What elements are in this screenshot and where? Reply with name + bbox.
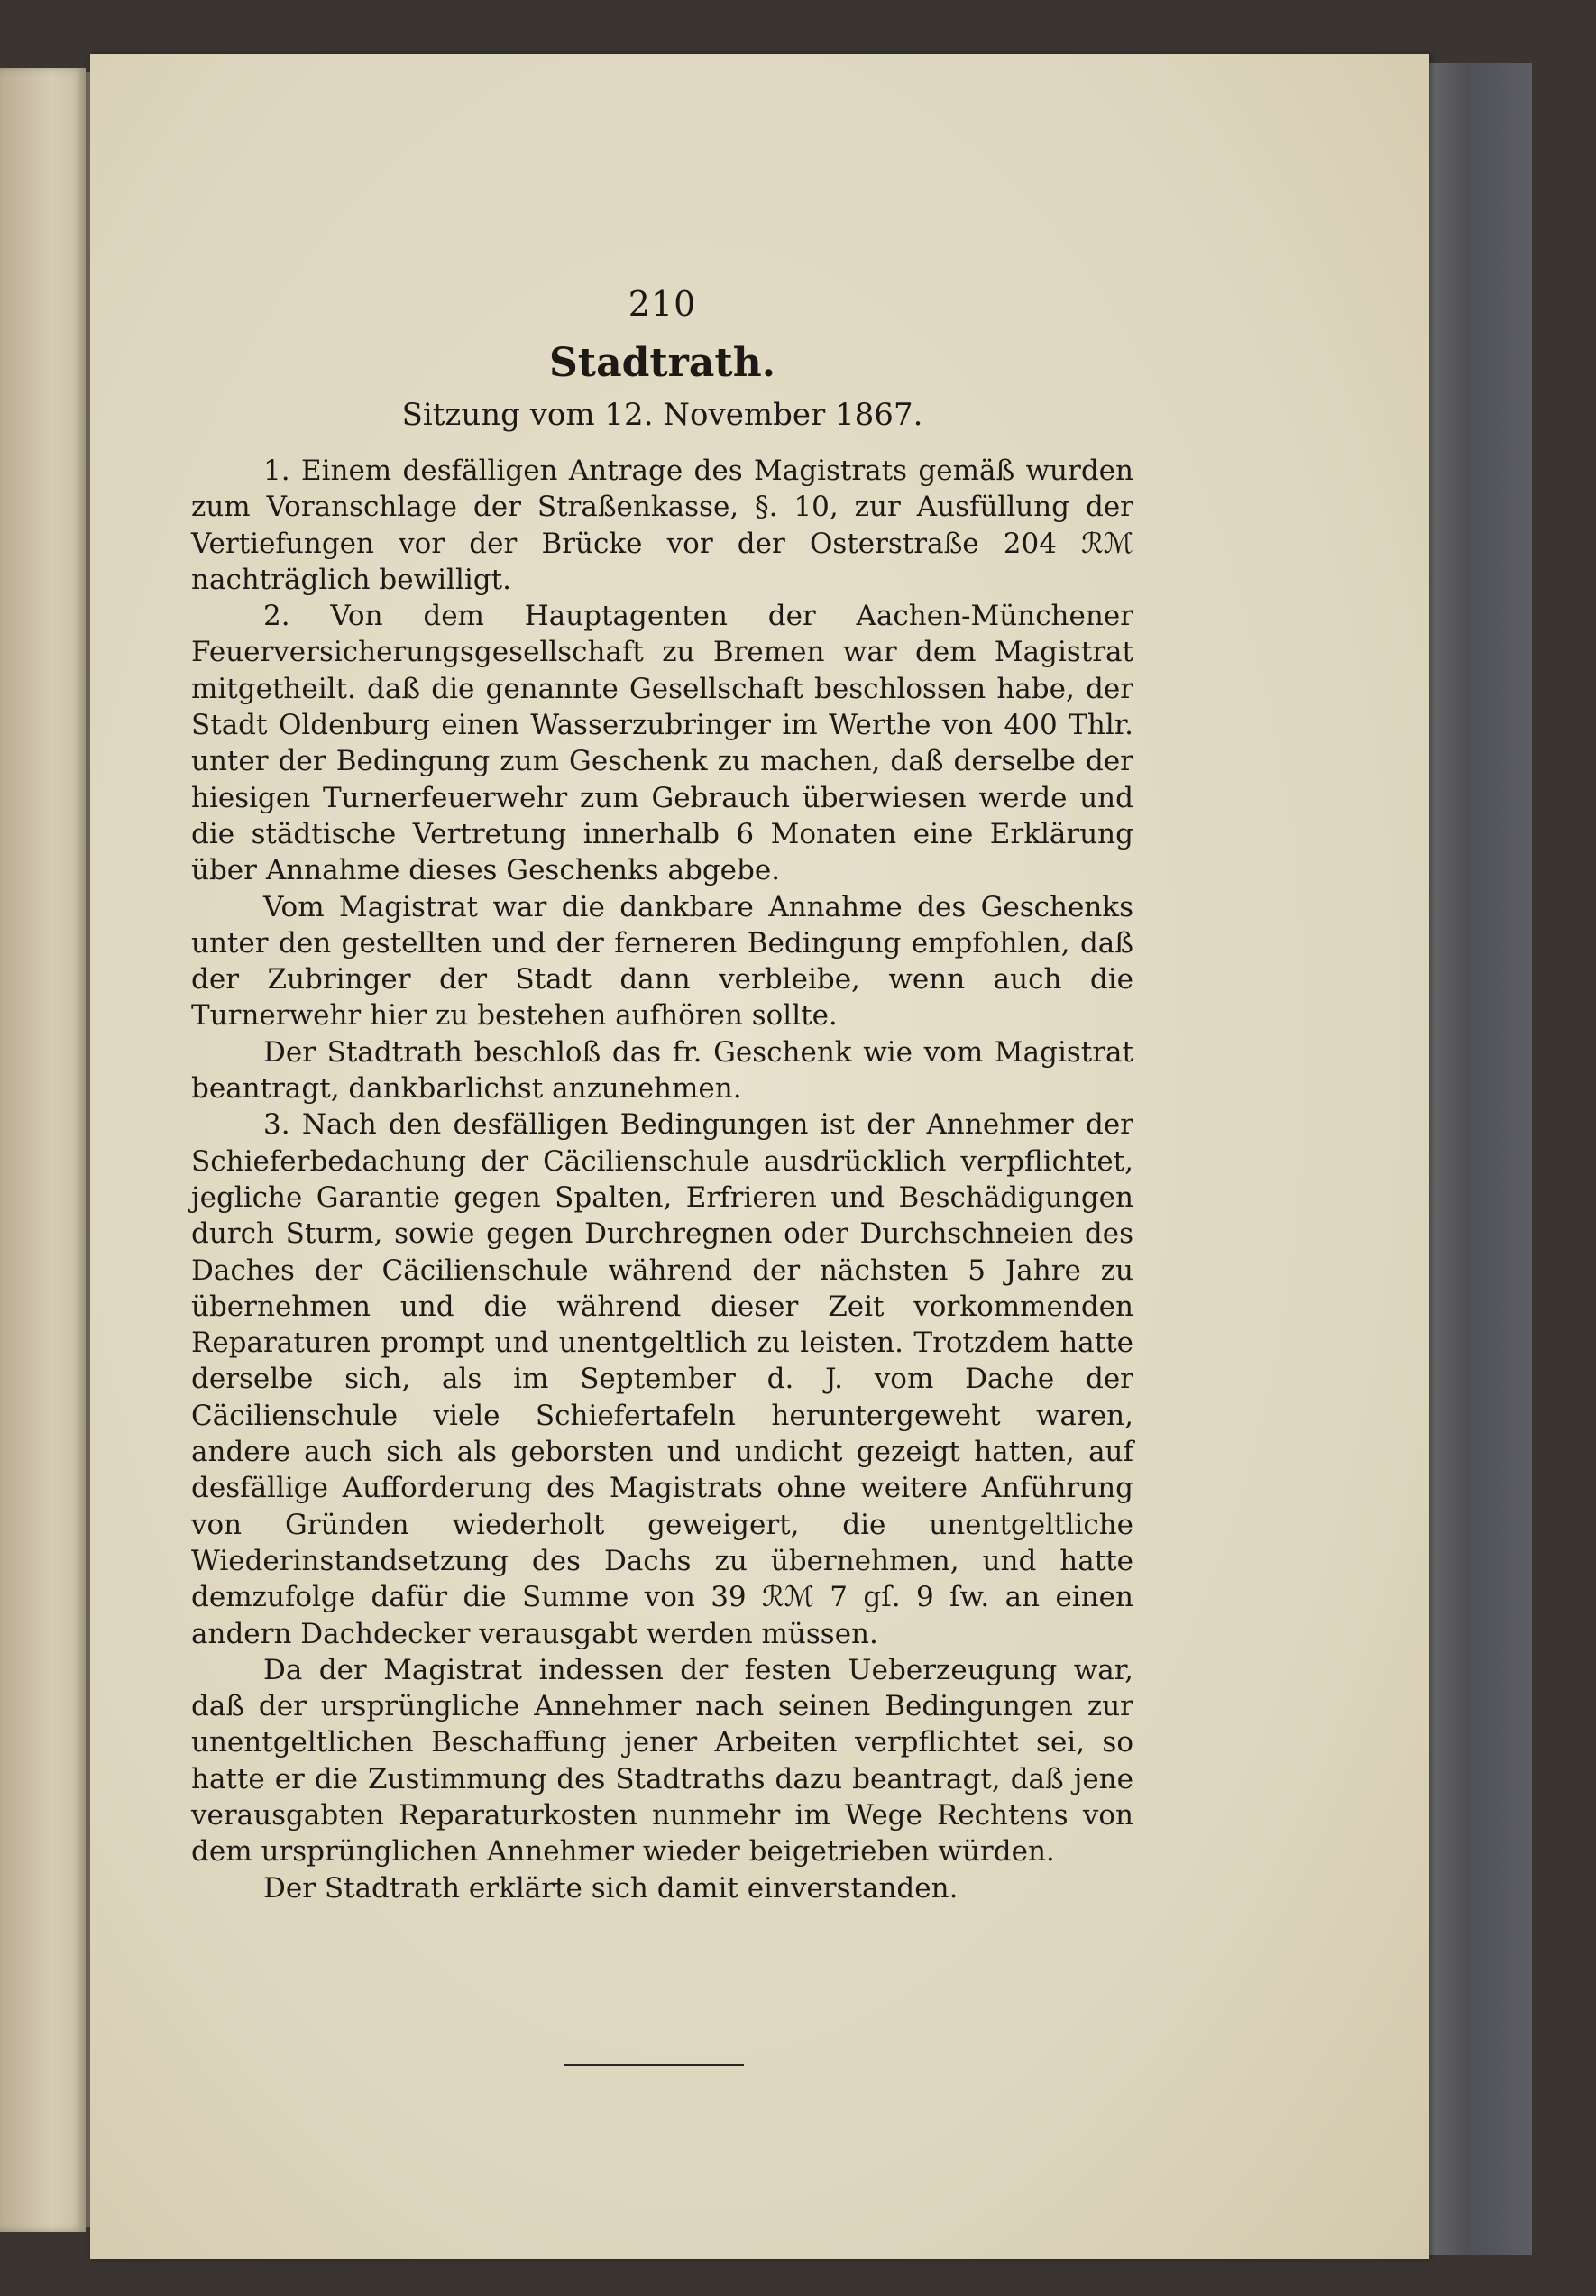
book-page (90, 54, 1429, 2259)
facing-page-edge (0, 68, 86, 2232)
section-title: Stadtrath. (548, 340, 776, 386)
paragraph: Der Stadtrath beschloß das fr. Geschenk wie vom Magistrat beantragt, dankbarlichst anzunehmen. (191, 1035, 1133, 1106)
paragraph: 2. Von dem Hauptagenten der Aachen-Münchener Feuerversicherungsgesellschaft zu Bremen war dem Magistrat mitgetheilt. daß die genannte Gesellschaft beschlossen habe, der Stadt Oldenburg einen Wasserzubringer im Werthe von 400 Thlr. unter der Bedingung zum Geschenk zu machen, daß derselbe der hiesigen Turnerfeuerwehr zum Gebrauch überwiesen werde und die städtische Vertretung innerhalb 6 Monaten eine Erklärung über Annahme dieses Geschenks abgebe. (191, 600, 1133, 887)
paragraph: 3. Nach den desfälligen Bedingungen ist der Annehmer der Schieferbedachung der Cäcilienschule ausdrücklich verpflichtet, jegliche Garantie gegen Spalten, Erfrieren und Beschädigungen durch Sturm, sowie gegen Durchregnen oder Durchschneien des Daches der Cäcilienschule während der nächsten 5 Jahre zu übernehmen und die während dieser Zeit vorkommenden Reparaturen prompt und unentgeltlich zu leisten. Trotzdem hatte derselbe sich, als im September d. J. vom Dache der Cäcilienschule viele Schiefertafeln heruntergeweht waren, andere auch sich als geborsten und undicht gezeigt hatten, auf desfällige Aufforderung des Magistrats ohne weitere Anführung von Gründen wiederholt geweigert, die unentgeltliche Wiederinstandsetzung des Dachs zu übernehmen, und hatte demzufolge dafür die Summe von 39 ℛℳ 7 gſ. 9 ſw. an einen andern Dachdecker verausgabt werden müssen. (191, 1108, 1133, 1650)
paragraph: Da der Magistrat indessen der festen Ueberzeugung war, daß der ursprüngliche Annehmer nach seinen Bedingungen zur unentgeltlichen Beschaffung jener Arbeiten verpflichtet sei, so hatte er die Zustimmung des Stadtraths dazu beantragt, daß jene verausgabten Reparaturkosten nunmehr im Wege Rechtens von dem ursprünglichen Annehmer wieder beigetrieben würden. (191, 1653, 1133, 1869)
session-heading: Sitzung vom 12. November 1867. (401, 397, 923, 433)
paragraph: 1. Einem desfälligen Antrage des Magistrats gemäß wurden zum Voranschlage der Straßenkasse, §. 10, zur Ausfüllung der Vertiefungen vor der Brücke vor der Osterstraße 204 ℛℳ nachträglich bewilligt. (191, 455, 1133, 596)
closing-rule (564, 2064, 744, 2066)
page-number: 210 (628, 284, 697, 324)
paragraph: Der Stadtrath erklärte sich damit einverstanden. (263, 1871, 959, 1905)
paragraph: Vom Magistrat war die dankbare Annahme des Geschenks unter den gestellten und der ferneren Bedingung empfohlen, daß der Zubringer der Stadt dann verbleibe, wenn auch die Turnerwehr hier zu bestehen aufhören sollte. (191, 890, 1133, 1033)
page-content (191, 284, 1133, 1906)
book-cover-edge (1420, 63, 1532, 2255)
